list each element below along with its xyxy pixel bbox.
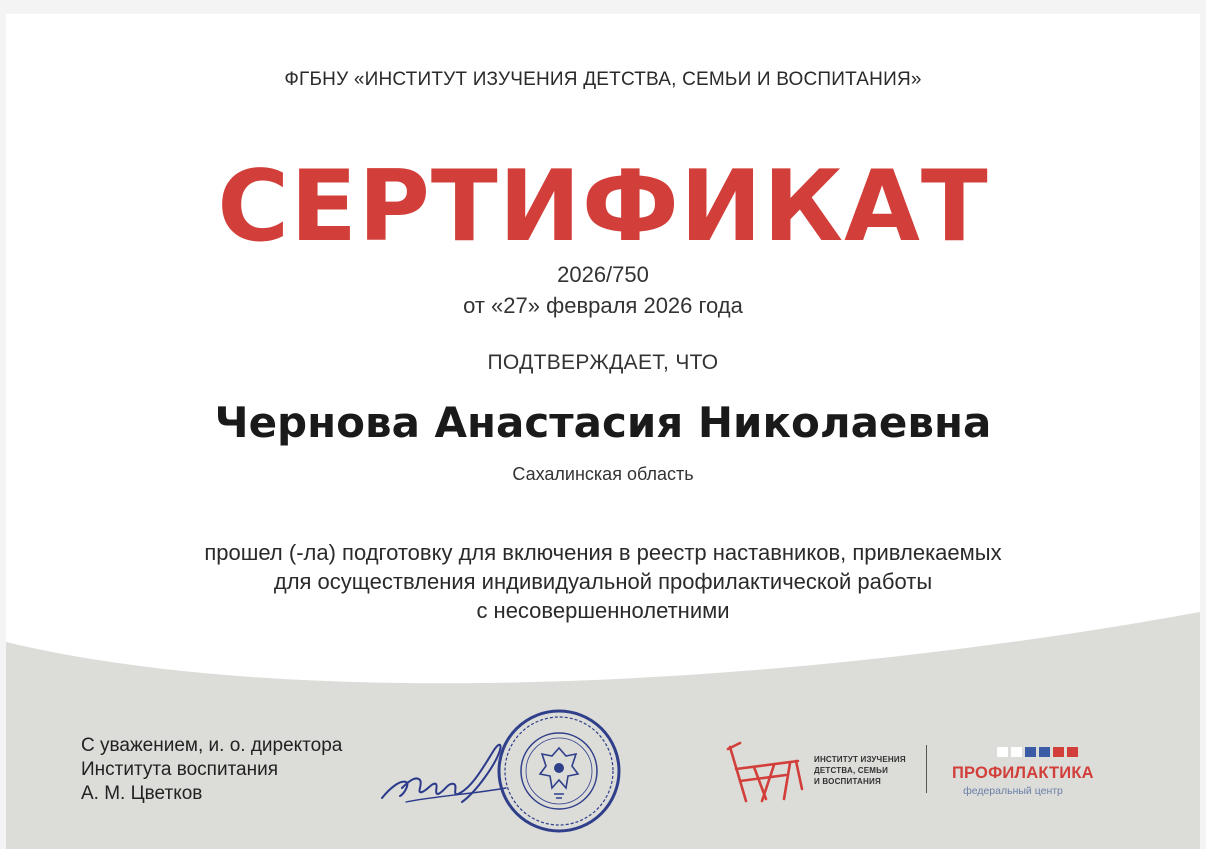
description-line: с несовершеннолетними: [476, 598, 730, 623]
square-white: [1011, 747, 1022, 757]
certificate-date: от «27» февраля 2026 года: [463, 293, 743, 318]
square-red: [1067, 747, 1078, 757]
signatory-block: [81, 734, 342, 806]
square-blue: [1025, 747, 1036, 757]
square-blue: [1039, 747, 1050, 757]
square-white: [997, 747, 1008, 757]
certificate-number: 2026/750: [557, 262, 649, 287]
certificate-title: СЕРТИФИКАТ: [217, 150, 989, 264]
description-line: прошел (-ла) подготовку для включения в реестр наставников, привлекаемых: [204, 540, 1002, 565]
organization-header: ФГБНУ «ИНСТИТУТ ИЗУЧЕНИЯ ДЕТСТВА, СЕМЬИ И ВОСПИТАНИЯ»: [284, 69, 922, 90]
signature-icon: [376, 736, 516, 816]
institute-line: ДЕТСТВА, СЕМЬИ: [814, 766, 889, 775]
profilaktika-squares: [997, 747, 1078, 757]
state-seal-icon: [496, 708, 622, 834]
signatory-line: Института воспитания: [81, 759, 279, 780]
institute-line: ИНСТИТУТ ИЗУЧЕНИЯ: [814, 755, 906, 764]
profilaktika-title: ПРОФИЛАКТИКА: [952, 764, 1094, 782]
recipient-region: Сахалинская область: [512, 464, 694, 484]
logo-divider: [926, 745, 927, 793]
profilaktika-subtitle: федеральный центр: [963, 785, 1063, 797]
signatory-name: А. М. Цветков: [81, 783, 203, 804]
certificate-page: [6, 14, 1200, 849]
recipient-name: Чернова Анастасия Николаевна: [214, 398, 992, 447]
signatory-line: С уважением, и. о. директора: [81, 735, 343, 756]
description-line: для осуществления индивидуальной профилактической работы: [273, 569, 933, 594]
certificate-description: [6, 538, 1200, 625]
chair-logo-icon: [726, 739, 806, 804]
institute-line: И ВОСПИТАНИЯ: [814, 777, 881, 786]
institute-logo-text: [814, 754, 906, 787]
square-red: [1053, 747, 1064, 757]
confirms-text: ПОДТВЕРЖДАЕТ, ЧТО: [487, 351, 719, 374]
